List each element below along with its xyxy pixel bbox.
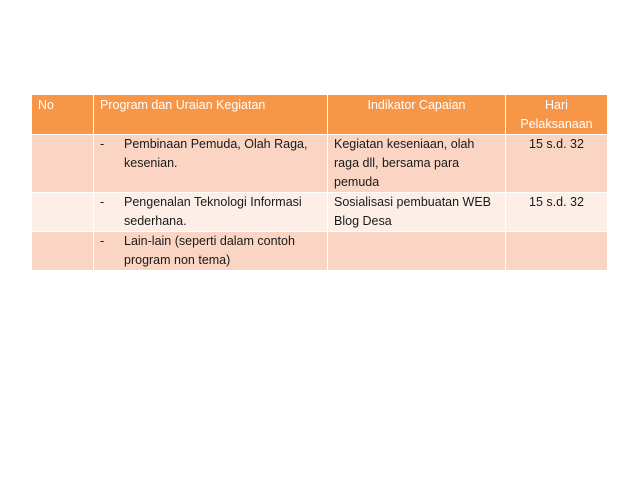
program-text: Pengenalan Teknologi Informasi sederhana.: [124, 195, 302, 228]
header-no: No: [32, 95, 94, 135]
program-text: Pembinaan Pemuda, Olah Raga, kesenian.: [124, 137, 308, 170]
cell-no: [32, 193, 94, 232]
program-text: Lain-lain (seperti dalam contoh program non tema): [124, 234, 295, 267]
cell-no: [32, 232, 94, 271]
cell-program: [94, 193, 328, 232]
cell-hari: 15 s.d. 32: [506, 135, 608, 193]
cell-no: [32, 135, 94, 193]
cell-program: [94, 135, 328, 193]
table-row: [32, 193, 608, 232]
header-program: Program dan Uraian Kegiatan: [94, 95, 328, 135]
header-hari: [506, 95, 608, 135]
cell-indikator: [328, 232, 506, 271]
header-indikator: Indikator Capaian: [328, 95, 506, 135]
cell-indikator: Sosialisasi pembuatan WEB Blog Desa: [328, 193, 506, 232]
table-row: [32, 232, 608, 271]
bullet-dash: -: [100, 137, 105, 151]
cell-hari: 15 s.d. 32: [506, 193, 608, 232]
table-header-row: [32, 95, 608, 135]
table-row: [32, 135, 608, 193]
cell-indikator: Kegiatan keseniaan, olah raga dll, bersama para pemuda: [328, 135, 506, 193]
cell-program: [94, 232, 328, 271]
header-hari-text: Hari Pelaksanaan: [520, 98, 593, 131]
bullet-dash: -: [100, 234, 105, 248]
cell-hari: [506, 232, 608, 271]
bullet-dash: -: [100, 195, 105, 209]
program-table: [31, 94, 608, 271]
